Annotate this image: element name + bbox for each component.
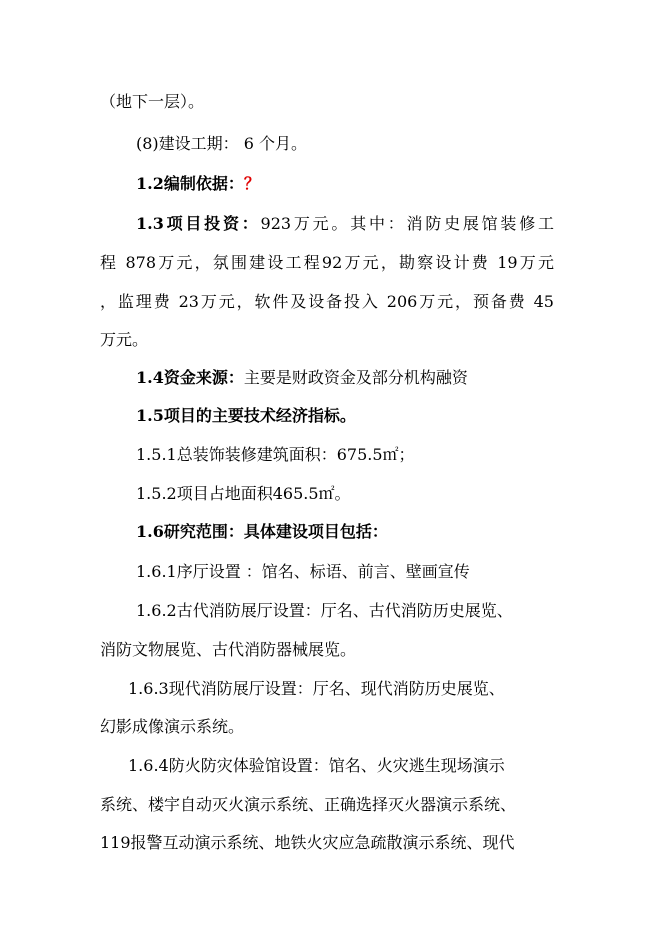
heading-compilation-basis xyxy=(136,174,260,194)
text-line-modern-hall-1: 1.6.3现代消防展厅设置：厅名、现代消防历史展览、 xyxy=(128,679,505,698)
text-line-lobby-setup: 1.6.1序厅设置 ：馆名、标语、前言、壁画宣传 xyxy=(136,562,470,581)
text-line-investment-breakdown-1: 程 878万元，氛围建设工程92万元，勘察设计费 19万元 xyxy=(100,253,554,272)
heading-technical-indicators: 1.5项目的主要技术经济指标。 xyxy=(136,406,356,425)
text-line-experience-hall-3: 119报警互动演示系统、地铁火灾应急疏散演示系统、现代 xyxy=(100,833,515,852)
text-line-ancient-hall-1: 1.6.2古代消防展厅设置：厅名、古代消防历史展览、 xyxy=(136,601,513,620)
text-line-modern-hall-2: 幻影成像演示系统。 xyxy=(100,717,245,736)
text-line-experience-hall-1: 1.6.4防火防灾体验馆设置：馆名、火灾逃生现场演示 xyxy=(128,756,505,775)
text-line-funding-source xyxy=(136,368,468,388)
text-line-underground-floor: （地下一层）。 xyxy=(100,92,205,111)
text-line-decoration-area: 1.5.1总装饰装修建筑面积：675.5㎡； xyxy=(136,445,415,464)
text-line-ancient-hall-2: 消防文物展览、古代消防器械展览。 xyxy=(100,640,357,659)
investment-text: 923万元。其中：消防史展馆装修工 xyxy=(260,214,554,233)
funding-source-text: 主要是财政资金及部分机构融资 xyxy=(243,368,468,387)
text-line-construction-period: (8)建设工期： 6 个月。 xyxy=(136,134,308,153)
text-line-experience-hall-2: 系统、楼宇自动灭火演示系统、正确选择灭火器演示系统、 xyxy=(100,795,517,814)
heading-compilation-basis-label: 1.2编制依据： xyxy=(136,174,244,193)
question-mark: ？ xyxy=(243,174,260,193)
text-line-investment xyxy=(136,214,554,234)
text-line-investment-breakdown-2: ，监理费 23万元，软件及设备投入 206万元，预备费 45 xyxy=(100,292,554,311)
text-line-land-area: 1.5.2项目占地面积465.5㎡。 xyxy=(136,484,351,503)
heading-investment-label: 1.3项目投资： xyxy=(136,214,261,233)
heading-funding-source-label: 1.4资金来源： xyxy=(136,368,244,387)
heading-research-scope: 1.6研究范围：具体建设项目包括： xyxy=(136,522,388,541)
text-line-investment-breakdown-3: 万元。 xyxy=(100,330,149,349)
